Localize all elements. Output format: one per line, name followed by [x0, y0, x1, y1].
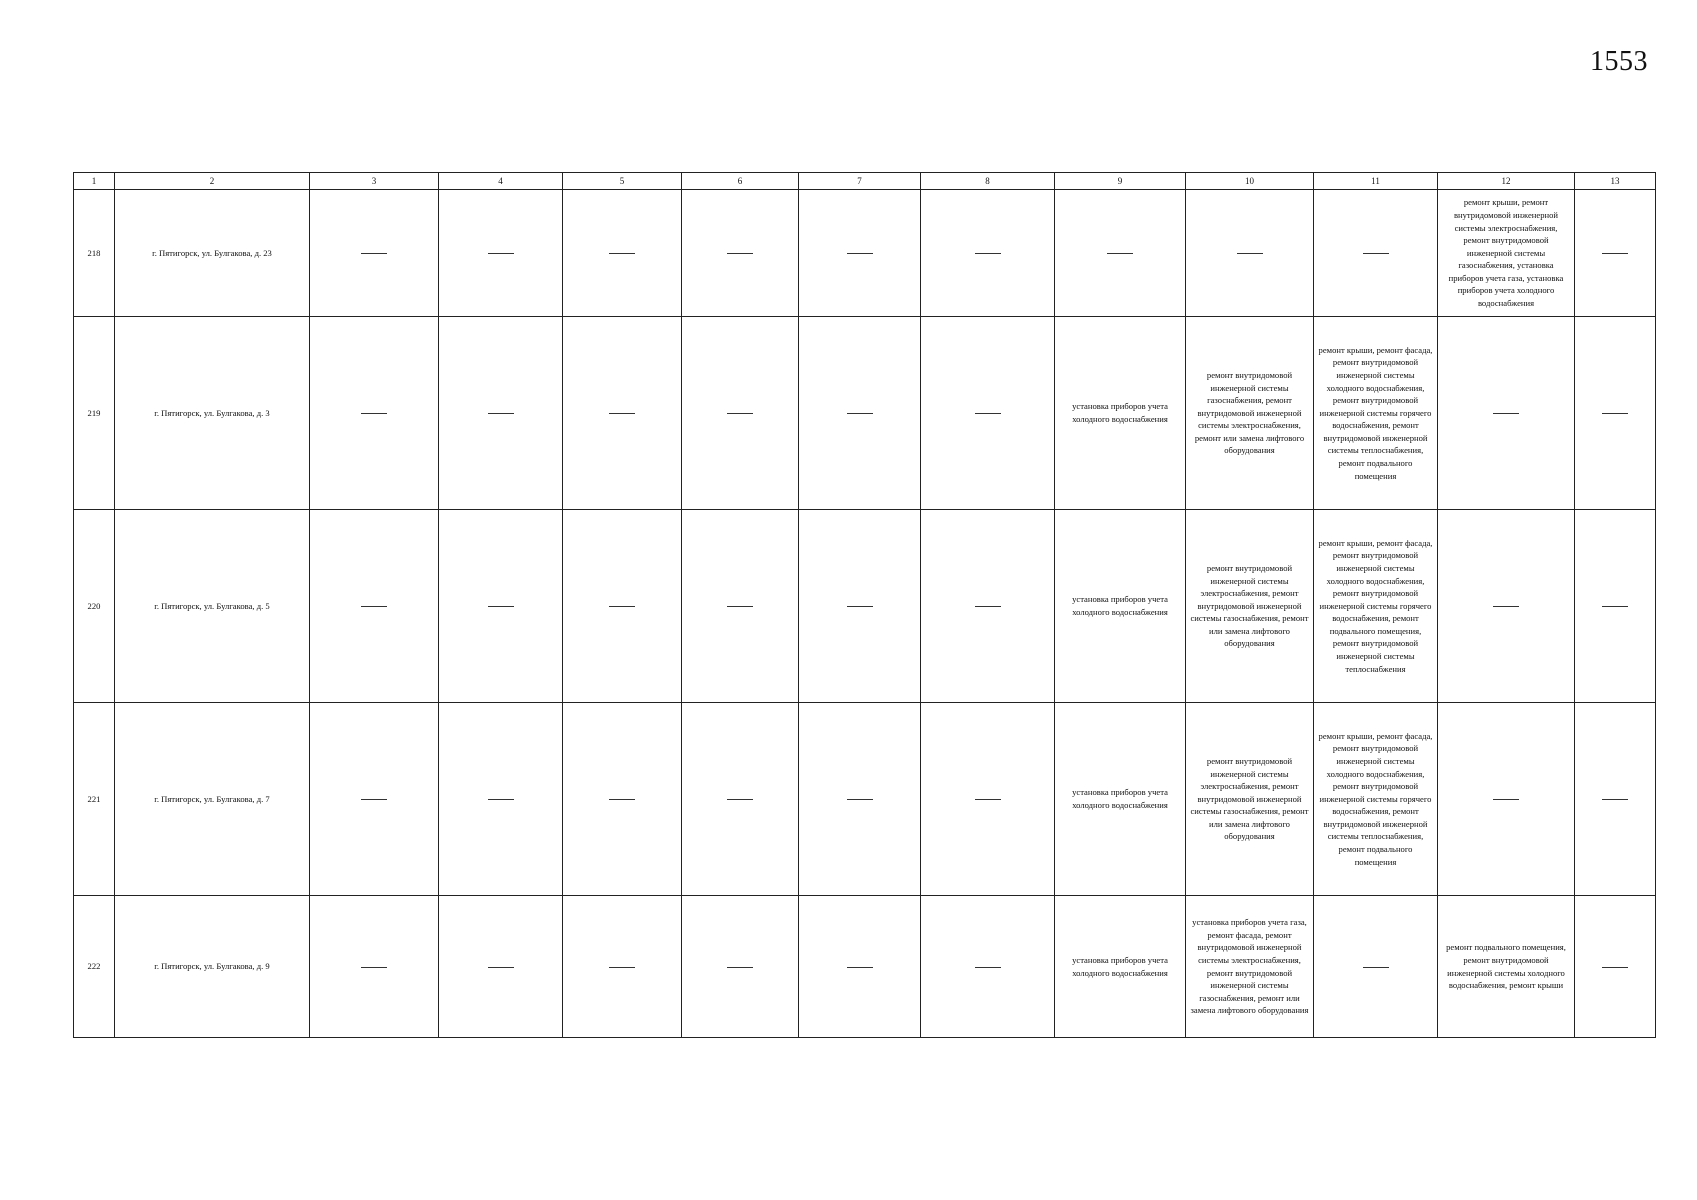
dash-mark: [727, 799, 753, 800]
dash-mark: [361, 967, 387, 968]
dash-mark: [847, 413, 873, 414]
dash-mark: [488, 967, 514, 968]
column-number: 8: [921, 173, 1055, 190]
dash-mark: [727, 606, 753, 607]
dash-mark: [975, 253, 1001, 254]
works-cell: установка приборов учета холодного водоснабжения: [1055, 510, 1186, 703]
table-row: [74, 510, 1656, 703]
dash-mark: [361, 606, 387, 607]
empty-cell: [799, 703, 921, 896]
empty-cell: [1575, 317, 1656, 510]
dash-mark: [847, 253, 873, 254]
dash-mark: [609, 606, 635, 607]
column-numbers-row: [74, 173, 1656, 190]
dash-mark: [488, 413, 514, 414]
dash-mark: [488, 799, 514, 800]
dash-mark: [1602, 799, 1628, 800]
dash-mark: [1602, 606, 1628, 607]
works-cell: ремонт внутридомовой инженерной системы электроснабжения, ремонт внутридомовой инженерной системы газоснабжения, ремонт или замена лифтового оборудования: [1186, 703, 1314, 896]
table-row: [74, 317, 1656, 510]
works-cell: ремонт крыши, ремонт фасада, ремонт внутридомовой инженерной системы холодного водоснабжения, ремонт внутридомовой инженерной системы горячего водоснабжения, ремонт подвального помещения, ремонт внутридомовой инженерной системы теплоснабжения: [1314, 510, 1438, 703]
empty-cell: [1055, 190, 1186, 317]
empty-cell: [310, 190, 439, 317]
empty-cell: [799, 190, 921, 317]
empty-cell: [799, 317, 921, 510]
empty-cell: [1314, 190, 1438, 317]
column-number: 6: [682, 173, 799, 190]
works-cell: установка приборов учета холодного водоснабжения: [1055, 896, 1186, 1038]
row-number: 222: [74, 896, 115, 1038]
empty-cell: [1438, 510, 1575, 703]
dash-mark: [1493, 606, 1519, 607]
empty-cell: [1314, 896, 1438, 1038]
column-number: 7: [799, 173, 921, 190]
column-number: 3: [310, 173, 439, 190]
empty-cell: [563, 510, 682, 703]
dash-mark: [975, 799, 1001, 800]
works-cell: установка приборов учета газа, ремонт фасада, ремонт внутридомовой инженерной системы электроснабжения, ремонт внутридомовой инженерной системы газоснабжения, ремонт или замена лифтового оборудования: [1186, 896, 1314, 1038]
empty-cell: [682, 510, 799, 703]
empty-cell: [921, 703, 1055, 896]
dash-mark: [975, 606, 1001, 607]
dash-mark: [847, 799, 873, 800]
dash-mark: [361, 799, 387, 800]
page-number: 1553: [1590, 46, 1648, 77]
column-number: 12: [1438, 173, 1575, 190]
column-number: 9: [1055, 173, 1186, 190]
dash-mark: [361, 253, 387, 254]
dash-mark: [1107, 253, 1133, 254]
empty-cell: [563, 190, 682, 317]
column-number: 11: [1314, 173, 1438, 190]
column-number: 5: [563, 173, 682, 190]
column-number: 2: [115, 173, 310, 190]
empty-cell: [799, 510, 921, 703]
column-number: 13: [1575, 173, 1656, 190]
works-cell: ремонт внутридомовой инженерной системы электроснабжения, ремонт внутридомовой инженерной системы газоснабжения, ремонт или замена лифтового оборудования: [1186, 510, 1314, 703]
dash-mark: [1363, 967, 1389, 968]
address-cell: г. Пятигорск, ул. Булгакова, д. 9: [115, 896, 310, 1038]
table-row: [74, 703, 1656, 896]
column-number: 10: [1186, 173, 1314, 190]
dash-mark: [847, 606, 873, 607]
empty-cell: [799, 896, 921, 1038]
dash-mark: [609, 799, 635, 800]
empty-cell: [439, 510, 563, 703]
works-cell: ремонт внутридомовой инженерной системы газоснабжения, ремонт внутридомовой инженерной системы электроснабжения, ремонт или замена лифтового оборудования: [1186, 317, 1314, 510]
works-cell: установка приборов учета холодного водоснабжения: [1055, 317, 1186, 510]
works-cell: установка приборов учета холодного водоснабжения: [1055, 703, 1186, 896]
table-row: [74, 896, 1656, 1038]
empty-cell: [1575, 190, 1656, 317]
empty-cell: [682, 703, 799, 896]
row-number: 218: [74, 190, 115, 317]
empty-cell: [310, 703, 439, 896]
dash-mark: [1363, 253, 1389, 254]
address-cell: г. Пятигорск, ул. Булгакова, д. 7: [115, 703, 310, 896]
empty-cell: [563, 317, 682, 510]
empty-cell: [439, 703, 563, 896]
empty-cell: [682, 317, 799, 510]
empty-cell: [1186, 190, 1314, 317]
address-cell: г. Пятигорск, ул. Булгакова, д. 23: [115, 190, 310, 317]
empty-cell: [310, 510, 439, 703]
dash-mark: [609, 253, 635, 254]
empty-cell: [439, 190, 563, 317]
works-cell: ремонт крыши, ремонт фасада, ремонт внутридомовой инженерной системы холодного водоснабжения, ремонт внутридомовой инженерной системы горячего водоснабжения, ремонт внутридомовой инженерной системы теплоснабжения, ремонт подвального помещения: [1314, 317, 1438, 510]
row-number: 219: [74, 317, 115, 510]
dash-mark: [1602, 253, 1628, 254]
row-number: 221: [74, 703, 115, 896]
dash-mark: [1602, 413, 1628, 414]
empty-cell: [1575, 703, 1656, 896]
row-number: 220: [74, 510, 115, 703]
empty-cell: [921, 510, 1055, 703]
dash-mark: [1493, 799, 1519, 800]
empty-cell: [439, 896, 563, 1038]
empty-cell: [1575, 510, 1656, 703]
empty-cell: [682, 190, 799, 317]
dash-mark: [727, 253, 753, 254]
empty-cell: [1575, 896, 1656, 1038]
dash-mark: [975, 413, 1001, 414]
dash-mark: [488, 606, 514, 607]
dash-mark: [1237, 253, 1263, 254]
dash-mark: [609, 413, 635, 414]
works-registry-table: [73, 172, 1656, 1038]
empty-cell: [1438, 703, 1575, 896]
empty-cell: [563, 896, 682, 1038]
address-cell: г. Пятигорск, ул. Булгакова, д. 3: [115, 317, 310, 510]
column-number: 4: [439, 173, 563, 190]
dash-mark: [847, 967, 873, 968]
dash-mark: [361, 413, 387, 414]
works-cell: ремонт подвального помещения, ремонт внутридомовой инженерной системы холодного водоснабжения, ремонт крыши: [1438, 896, 1575, 1038]
empty-cell: [310, 317, 439, 510]
table-row: [74, 190, 1656, 317]
dash-mark: [488, 253, 514, 254]
empty-cell: [310, 896, 439, 1038]
dash-mark: [1602, 967, 1628, 968]
empty-cell: [1438, 317, 1575, 510]
empty-cell: [921, 317, 1055, 510]
empty-cell: [682, 896, 799, 1038]
column-number: 1: [74, 173, 115, 190]
empty-cell: [563, 703, 682, 896]
dash-mark: [1493, 413, 1519, 414]
works-cell: ремонт крыши, ремонт фасада, ремонт внутридомовой инженерной системы холодного водоснабжения, ремонт внутридомовой инженерной системы горячего водоснабжения, ремонт внутридомовой инженерной системы теплоснабжения, ремонт подвального помещения: [1314, 703, 1438, 896]
works-cell: ремонт крыши, ремонт внутридомовой инженерной системы электроснабжения, ремонт внутридомовой инженерной системы газоснабжения, установка приборов учета газа, установка приборов учета холодного водоснабжения: [1438, 190, 1575, 317]
address-cell: г. Пятигорск, ул. Булгакова, д. 5: [115, 510, 310, 703]
empty-cell: [921, 896, 1055, 1038]
empty-cell: [439, 317, 563, 510]
dash-mark: [727, 413, 753, 414]
dash-mark: [727, 967, 753, 968]
dash-mark: [609, 967, 635, 968]
dash-mark: [975, 967, 1001, 968]
empty-cell: [921, 190, 1055, 317]
